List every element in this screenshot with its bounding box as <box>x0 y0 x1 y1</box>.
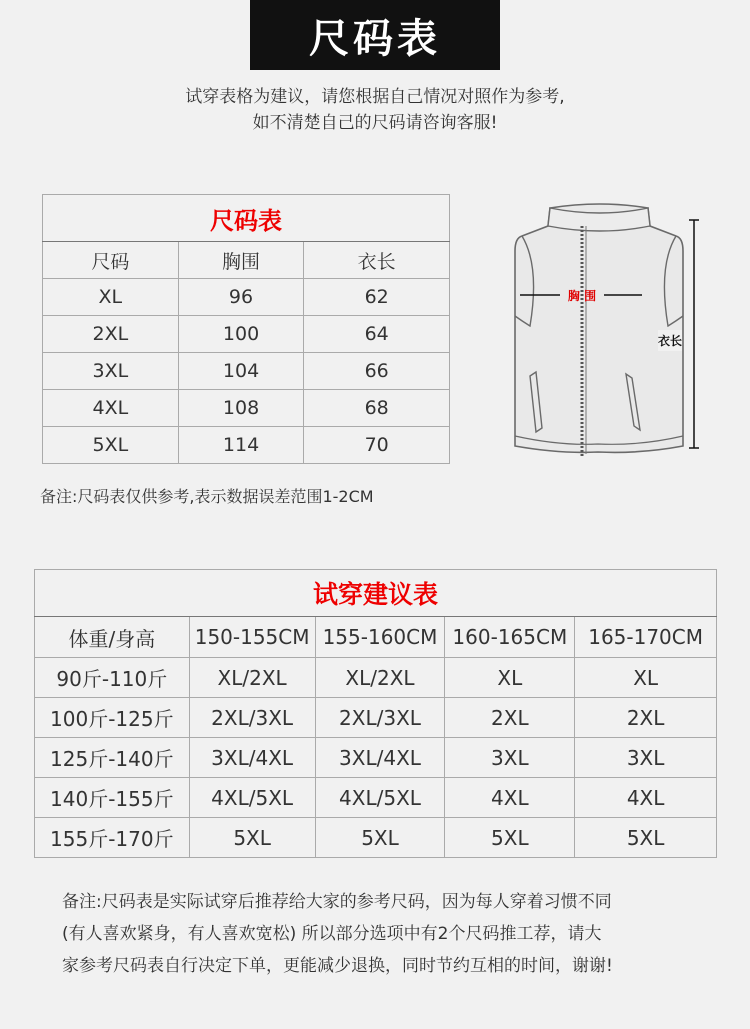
size-cell: 2XL <box>575 698 717 738</box>
size-chart-note: 备注:尺码表仅供参考,表示数据误差范围1-2CM <box>40 487 374 506</box>
size-cell: XL/2XL <box>189 658 315 698</box>
weight-cell: 90斤-110斤 <box>35 658 190 698</box>
weight-cell: 100斤-125斤 <box>35 698 190 738</box>
size-cell: XL <box>445 658 575 698</box>
length-label: 衣长 <box>658 330 682 351</box>
table-row <box>35 778 717 818</box>
footer-note-line-1: 备注:尺码表是实际试穿后推荐给大家的参考尺码，因为每人穿着习惯不同 <box>62 892 612 912</box>
length-cell: 66 <box>304 353 450 390</box>
length-cell: 68 <box>304 390 450 427</box>
size-cell: 2XL <box>43 316 179 353</box>
footer-note-line-3: 家参考尺码表自行决定下单，更能减少退换，同时节约互相的时间，谢谢! <box>62 956 613 976</box>
size-cell: 5XL <box>575 818 717 858</box>
chest-cell: 108 <box>178 390 304 427</box>
weight-cell: 125斤-140斤 <box>35 738 190 778</box>
size-cell: XL <box>575 658 717 698</box>
footer-note <box>62 886 712 982</box>
length-cell: 64 <box>304 316 450 353</box>
table-row <box>35 698 717 738</box>
size-cell: 2XL/3XL <box>315 698 445 738</box>
table-row <box>43 353 450 390</box>
table-row <box>43 279 450 316</box>
size-cell: 3XL/4XL <box>315 738 445 778</box>
footer-note-line-2: (有人喜欢紧身，有人喜欢宽松) 所以部分选项中有2个尺码推工荐，请大 <box>62 924 602 944</box>
chest-cell: 114 <box>178 427 304 464</box>
size-cell: 3XL <box>445 738 575 778</box>
header-cell: 尺码 <box>43 242 179 279</box>
recommend-title: 试穿建议表 <box>35 570 717 617</box>
intro-line-2: 如不清楚自己的尺码请咨询客服! <box>252 113 498 133</box>
size-cell: XL <box>43 279 179 316</box>
size-cell: 2XL/3XL <box>189 698 315 738</box>
table-row <box>35 818 717 858</box>
weight-cell: 140斤-155斤 <box>35 778 190 818</box>
size-chart-title: 尺码表 <box>43 195 450 242</box>
size-cell: 4XL/5XL <box>189 778 315 818</box>
table-row <box>43 316 450 353</box>
weight-cell: 155斤-170斤 <box>35 818 190 858</box>
table-header-row <box>43 242 450 279</box>
size-cell: 4XL <box>43 390 179 427</box>
table-row <box>43 427 450 464</box>
header-cell: 150-155CM <box>189 617 315 658</box>
chest-cell: 104 <box>178 353 304 390</box>
length-cell: 62 <box>304 279 450 316</box>
intro-text <box>0 84 750 136</box>
table-row <box>35 658 717 698</box>
chest-cell: 96 <box>178 279 304 316</box>
header-cell: 165-170CM <box>575 617 717 658</box>
size-cell: 4XL <box>445 778 575 818</box>
size-cell: XL/2XL <box>315 658 445 698</box>
size-cell: 3XL <box>575 738 717 778</box>
size-cell: 3XL <box>43 353 179 390</box>
table-row <box>35 738 717 778</box>
chest-label: 胸 围 <box>567 289 597 303</box>
page-banner-title: 尺码表 <box>250 0 500 70</box>
recommend-table <box>34 569 717 858</box>
chest-cell: 100 <box>178 316 304 353</box>
size-cell: 5XL <box>43 427 179 464</box>
size-cell: 5XL <box>315 818 445 858</box>
table-header-row <box>35 617 717 658</box>
header-cell: 160-165CM <box>445 617 575 658</box>
header-cell: 胸围 <box>178 242 304 279</box>
size-cell: 2XL <box>445 698 575 738</box>
size-cell: 5XL <box>445 818 575 858</box>
header-cell: 衣长 <box>304 242 450 279</box>
size-cell: 3XL/4XL <box>189 738 315 778</box>
header-cell: 体重/身高 <box>35 617 190 658</box>
size-cell: 5XL <box>189 818 315 858</box>
table-row <box>43 390 450 427</box>
size-cell: 4XL/5XL <box>315 778 445 818</box>
size-chart-table <box>42 194 450 464</box>
length-cell: 70 <box>304 427 450 464</box>
size-cell: 4XL <box>575 778 717 818</box>
intro-line-1: 试穿表格为建议，请您根据自己情况对照作为参考, <box>185 87 565 107</box>
header-cell: 155-160CM <box>315 617 445 658</box>
